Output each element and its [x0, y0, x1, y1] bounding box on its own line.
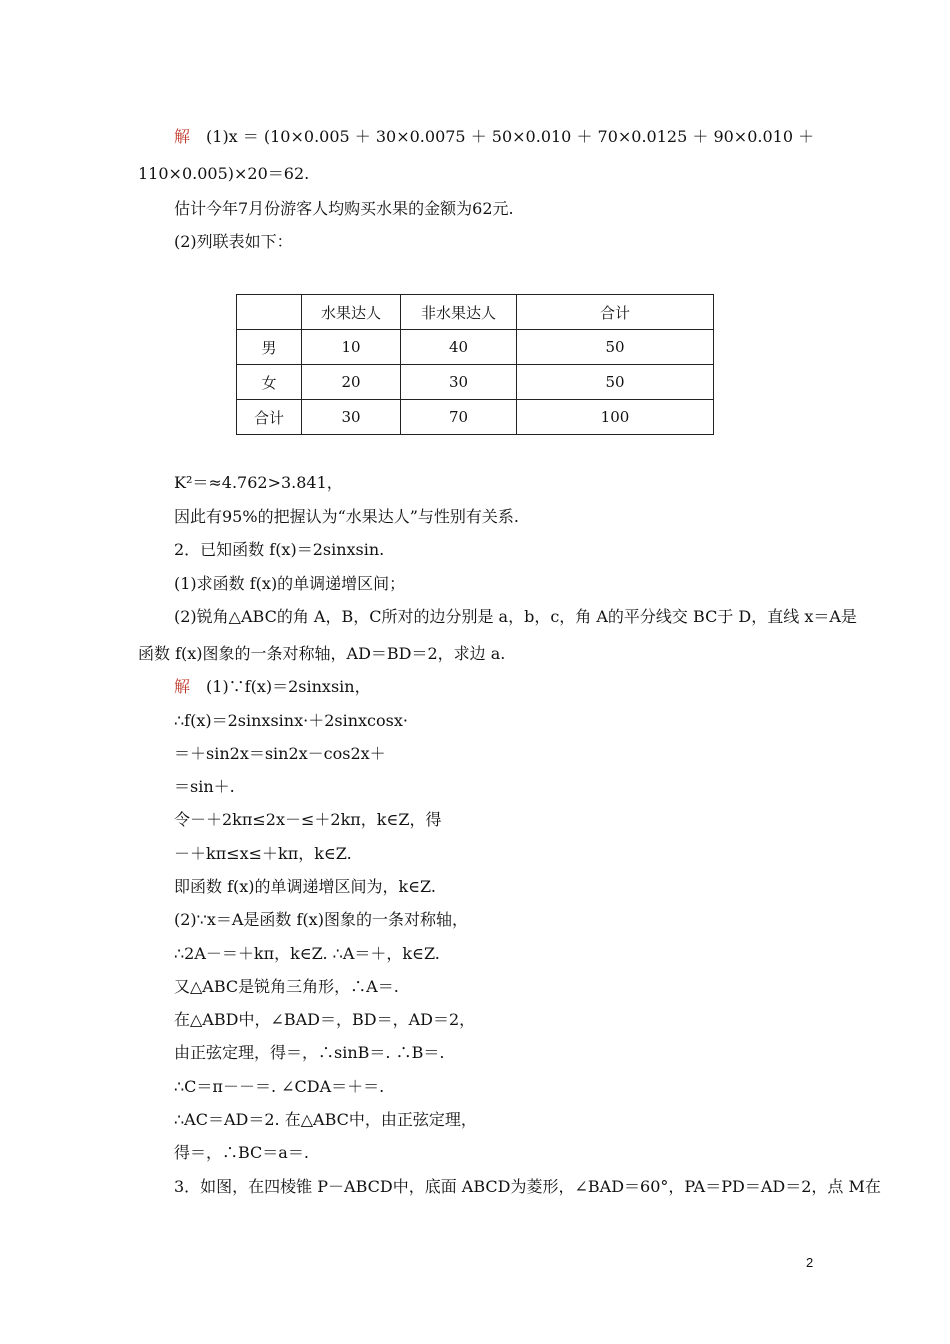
contingency-table: [236, 294, 714, 435]
k-squared-line: K²＝≈4.762>3.841，: [174, 473, 343, 492]
solution-2-line: 令－＋2kπ≤2x－≤＋2kπ，k∈Z，得: [174, 810, 442, 829]
table-header-row: [237, 295, 714, 330]
solution-label: 解: [174, 127, 191, 146]
table-header: 合计: [517, 295, 714, 330]
problem-2-part-1: (1)求函数 f(x)的单调递增区间；: [174, 574, 406, 593]
table-cell: [237, 295, 302, 330]
solution-2-line: 得＝，∴BC＝a＝.: [174, 1143, 309, 1162]
solution-2-line: ∴C＝π－－＝. ∠CDA＝＋＝.: [174, 1077, 385, 1096]
problem-3-statement: 3．如图，在四棱锥 P－ABCD中，底面 ABCD为菱形，∠BAD＝60°，PA＝PD＝AD＝2，点 M在: [174, 1177, 881, 1196]
estimate-line: 估计今年7月份游客人均购买水果的金额为62元.: [174, 199, 514, 218]
table-cell: 男: [237, 330, 302, 365]
solution-2-line: 由正弦定理，得＝，∴sinB＝. ∴B＝.: [174, 1043, 445, 1062]
table-row: [237, 330, 714, 365]
page-number: 2: [806, 1255, 814, 1270]
table-cell: 30: [302, 400, 401, 435]
table-cell: 70: [401, 400, 517, 435]
table-cell: 50: [517, 330, 714, 365]
table-header: 水果达人: [302, 295, 401, 330]
table-cell: 100: [517, 400, 714, 435]
solution-line-2: 110×0.005)×20＝62.: [138, 164, 310, 183]
table-cell: 50: [517, 365, 714, 400]
problem-2-part-2-cont: 函数 f(x)图象的一条对称轴，AD＝BD＝2，求边 a.: [138, 644, 506, 663]
table-cell: 合计: [237, 400, 302, 435]
solution-2-line: (2)∵x＝A是函数 f(x)图象的一条对称轴，: [174, 910, 468, 929]
table-cell: 女: [237, 365, 302, 400]
conclusion-line: 因此有95%的把握认为“水果达人”与性别有关系.: [174, 507, 520, 526]
problem-2-part-2: (2)锐角△ABC的角 A，B，C所对的边分别是 a，b，c，角 A的平分线交 BC于 D，直线 x＝A是: [174, 607, 857, 626]
table-cell: 40: [401, 330, 517, 365]
problem-2-statement: 2．已知函数 f(x)＝2sinxsin.: [174, 540, 385, 559]
table-cell: 20: [302, 365, 401, 400]
solution-2-line: ∴f(x)＝2sinxsinx·＋2sinxcosx·: [174, 711, 408, 730]
solution-2-line: －＋kπ≤x≤＋kπ，k∈Z.: [174, 844, 352, 863]
solution-2-line-1: 解 (1)∵f(x)＝2sinxsin，: [174, 677, 371, 696]
solution-2-line: ∴AC＝AD＝2. 在△ABC中，由正弦定理，: [174, 1110, 477, 1129]
solution-2-line: 即函数 f(x)的单调递增区间为，k∈Z.: [174, 877, 436, 896]
table-intro-line: (2)列联表如下：: [174, 232, 293, 251]
solution-2-line: 又△ABC是锐角三角形，∴A＝.: [174, 977, 399, 996]
table-cell: 10: [302, 330, 401, 365]
solution-2-line: 在△ABD中，∠BAD＝，BD＝，AD＝2，: [174, 1010, 476, 1029]
solution-2-line: ∴2A－＝＋kπ，k∈Z. ∴A＝＋，k∈Z.: [174, 944, 440, 963]
table-header: 非水果达人: [401, 295, 517, 330]
solution-label: 解: [174, 677, 191, 696]
solution-2-line: ＝sin＋.: [174, 777, 235, 796]
solution-2-line: ＝＋sin2x＝sin2x－cos2x＋: [174, 744, 386, 763]
table-cell: 30: [401, 365, 517, 400]
table-row: [237, 365, 714, 400]
table-row: [237, 400, 714, 435]
solution-line-1: 解 (1)x ＝ (10×0.005 ＋ 30×0.0075 ＋ 50×0.010 ＋ 70×0.0125 ＋ 90×0.010 ＋: [174, 127, 815, 146]
